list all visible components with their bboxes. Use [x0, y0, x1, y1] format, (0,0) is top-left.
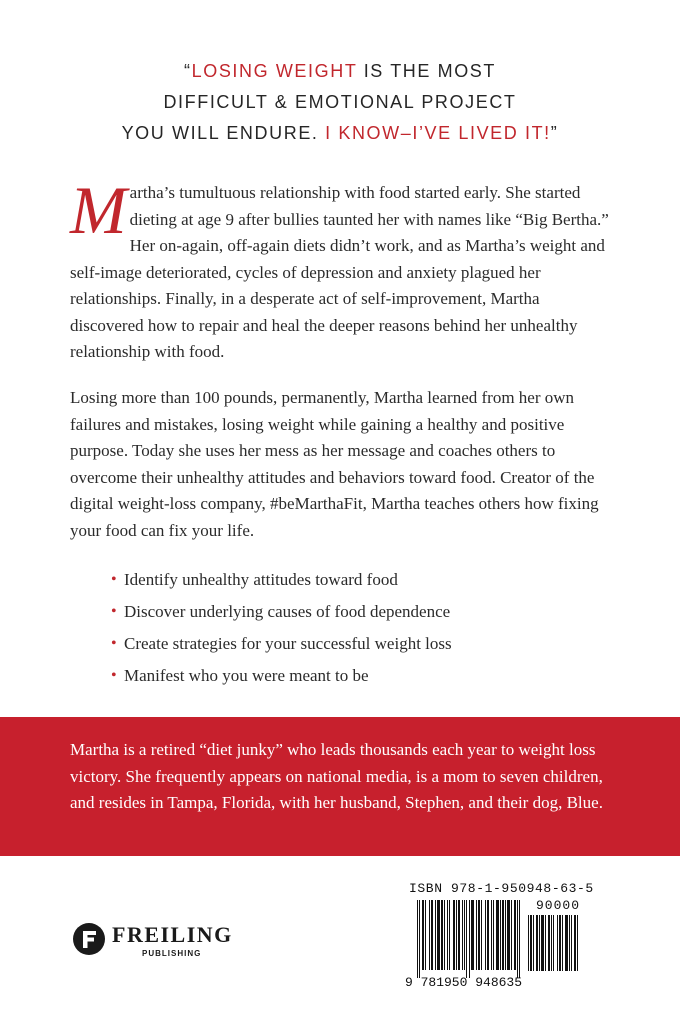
barcode-bar	[500, 900, 501, 970]
benefit-list	[111, 567, 452, 695]
barcode-bar	[491, 900, 492, 970]
list-item	[111, 663, 452, 695]
quote-line-1-rest: IS THE MOST	[357, 61, 496, 81]
barcode-bar	[422, 900, 424, 970]
barcode-bar	[539, 915, 540, 971]
barcode-bar	[533, 915, 534, 971]
barcode-bar	[435, 900, 436, 970]
barcode-bar	[447, 900, 448, 970]
list-item-text: Identify unhealthy attitudes toward food	[124, 570, 398, 589]
barcode-bar	[469, 900, 470, 978]
barcode-bar	[574, 915, 576, 971]
barcode-bar	[565, 915, 568, 971]
barcode-bar	[519, 900, 520, 978]
barcode	[400, 879, 615, 1001]
barcode-bar	[456, 900, 457, 970]
barcode-bar	[571, 915, 572, 971]
barcode-bar	[514, 900, 516, 970]
barcode-bar	[471, 900, 474, 970]
list-item	[111, 599, 452, 631]
list-item-text: Discover underlying causes of food dependence	[124, 602, 451, 621]
barcode-bar	[493, 900, 494, 970]
barcode-bar	[553, 915, 554, 971]
quote-highlight-2: I KNOW–I’VE LIVED IT!	[325, 123, 551, 143]
quote-line-1	[0, 56, 680, 87]
barcode-bar	[464, 900, 465, 970]
barcode-bar	[441, 900, 443, 970]
barcode-bar	[444, 900, 445, 970]
barcode-bar	[536, 915, 538, 971]
barcode-bar	[478, 900, 480, 970]
barcode-bar	[541, 915, 544, 971]
barcode-bar	[530, 915, 532, 971]
barcode-bar	[481, 900, 482, 970]
barcode-bar	[562, 915, 563, 971]
barcode-bar	[507, 900, 510, 970]
author-bio-band	[0, 717, 680, 856]
barcode-bar	[505, 900, 506, 970]
isbn-text: ISBN 978-1-950948-63-5	[409, 881, 594, 896]
barcode-bar	[429, 900, 430, 970]
barcode-bar	[417, 900, 418, 978]
list-item-text: Manifest who you were meant to be	[124, 666, 369, 685]
quote-line-3	[0, 118, 680, 149]
barcode-bar	[466, 900, 467, 978]
barcode-bar	[425, 900, 426, 970]
barcode-bar	[545, 915, 546, 971]
author-bio: Martha is a retired “diet junky” who leads thousands each year to weight loss victory. She frequently appears on national media, is a mom to seven children, and resides in Tampa, Florida, with her husband, Stephen, and their dog, Blue.	[70, 740, 603, 812]
barcode-bar	[419, 900, 420, 978]
barcode-bar	[458, 900, 460, 970]
drop-cap: M	[70, 172, 127, 248]
barcode-bar	[453, 900, 455, 970]
intro-paragraph-text: artha’s tumultuous relationship with food started early. She started dieting at age 9 after bullies taunted her with names like “Big Bertha.” Her on-again, off-again diets didn’t work, and as Martha’s weight and self-image deteriorated, cycles of depression and anxiety plagued her relationships. Finally, in a desperate act of self-improvement, Martha discovered how to repair and heal the deeper reasons behind her unhealthy relationship with food.	[70, 183, 609, 361]
barcode-bar	[476, 900, 477, 970]
bullet-dot-icon: •	[111, 635, 117, 652]
publisher-sub: PUBLISHING	[142, 949, 202, 958]
cover-quote	[0, 56, 680, 149]
barcode-bar	[431, 900, 433, 970]
list-item-text: Create strategies for your successful weight loss	[124, 634, 452, 653]
price-code: 90000	[536, 898, 581, 913]
quote-line-3-start: YOU WILL ENDURE.	[121, 123, 326, 143]
freiling-logo-icon	[72, 922, 106, 956]
publisher-logo	[72, 920, 272, 965]
barcode-bar	[496, 900, 499, 970]
barcode-bar	[548, 915, 550, 971]
quote-highlight-1: LOSING WEIGHT	[191, 61, 358, 81]
quote-line-2: DIFFICULT & EMOTIONAL PROJECT	[163, 92, 517, 112]
barcode-bar	[517, 900, 518, 978]
quote-open-mark: “	[184, 61, 192, 81]
bullet-dot-icon: •	[111, 667, 117, 684]
list-item	[111, 631, 452, 663]
bullet-dot-icon: •	[111, 571, 117, 588]
barcode-bar	[577, 915, 578, 971]
story-paragraph: Losing more than 100 pounds, permanently, Martha learned from her own failures and mistakes, losing weight while gaining a healthy and positive purpose. Today she uses her mess as her message and coaches others to overcome their unhealthy attitudes and behaviors toward food. Creator of the digital weight-loss company, #beMarthaFit, Martha teaches others how fixing your food can fix your life.	[70, 388, 599, 540]
barcode-bar	[487, 900, 489, 970]
intro-paragraph	[70, 172, 615, 366]
barcode-digits: 9 781950 948635	[405, 975, 523, 990]
publisher-name: FREILING	[112, 922, 233, 947]
barcode-bar	[569, 915, 570, 971]
barcode-bar	[528, 915, 529, 971]
bullet-dot-icon: •	[111, 603, 117, 620]
barcode-bar	[437, 900, 440, 970]
barcode-bar	[462, 900, 463, 970]
barcode-bar	[551, 915, 552, 971]
barcode-bar	[557, 915, 558, 971]
addon-barcode-bars	[528, 915, 600, 979]
barcode-bar	[502, 900, 504, 970]
ean-barcode-bars	[417, 900, 525, 978]
barcode-bar	[449, 900, 450, 970]
quote-close-mark: ”	[550, 123, 559, 143]
list-item	[111, 567, 452, 599]
barcode-bar	[511, 900, 512, 970]
barcode-bar	[559, 915, 561, 971]
barcode-bar	[485, 900, 486, 970]
